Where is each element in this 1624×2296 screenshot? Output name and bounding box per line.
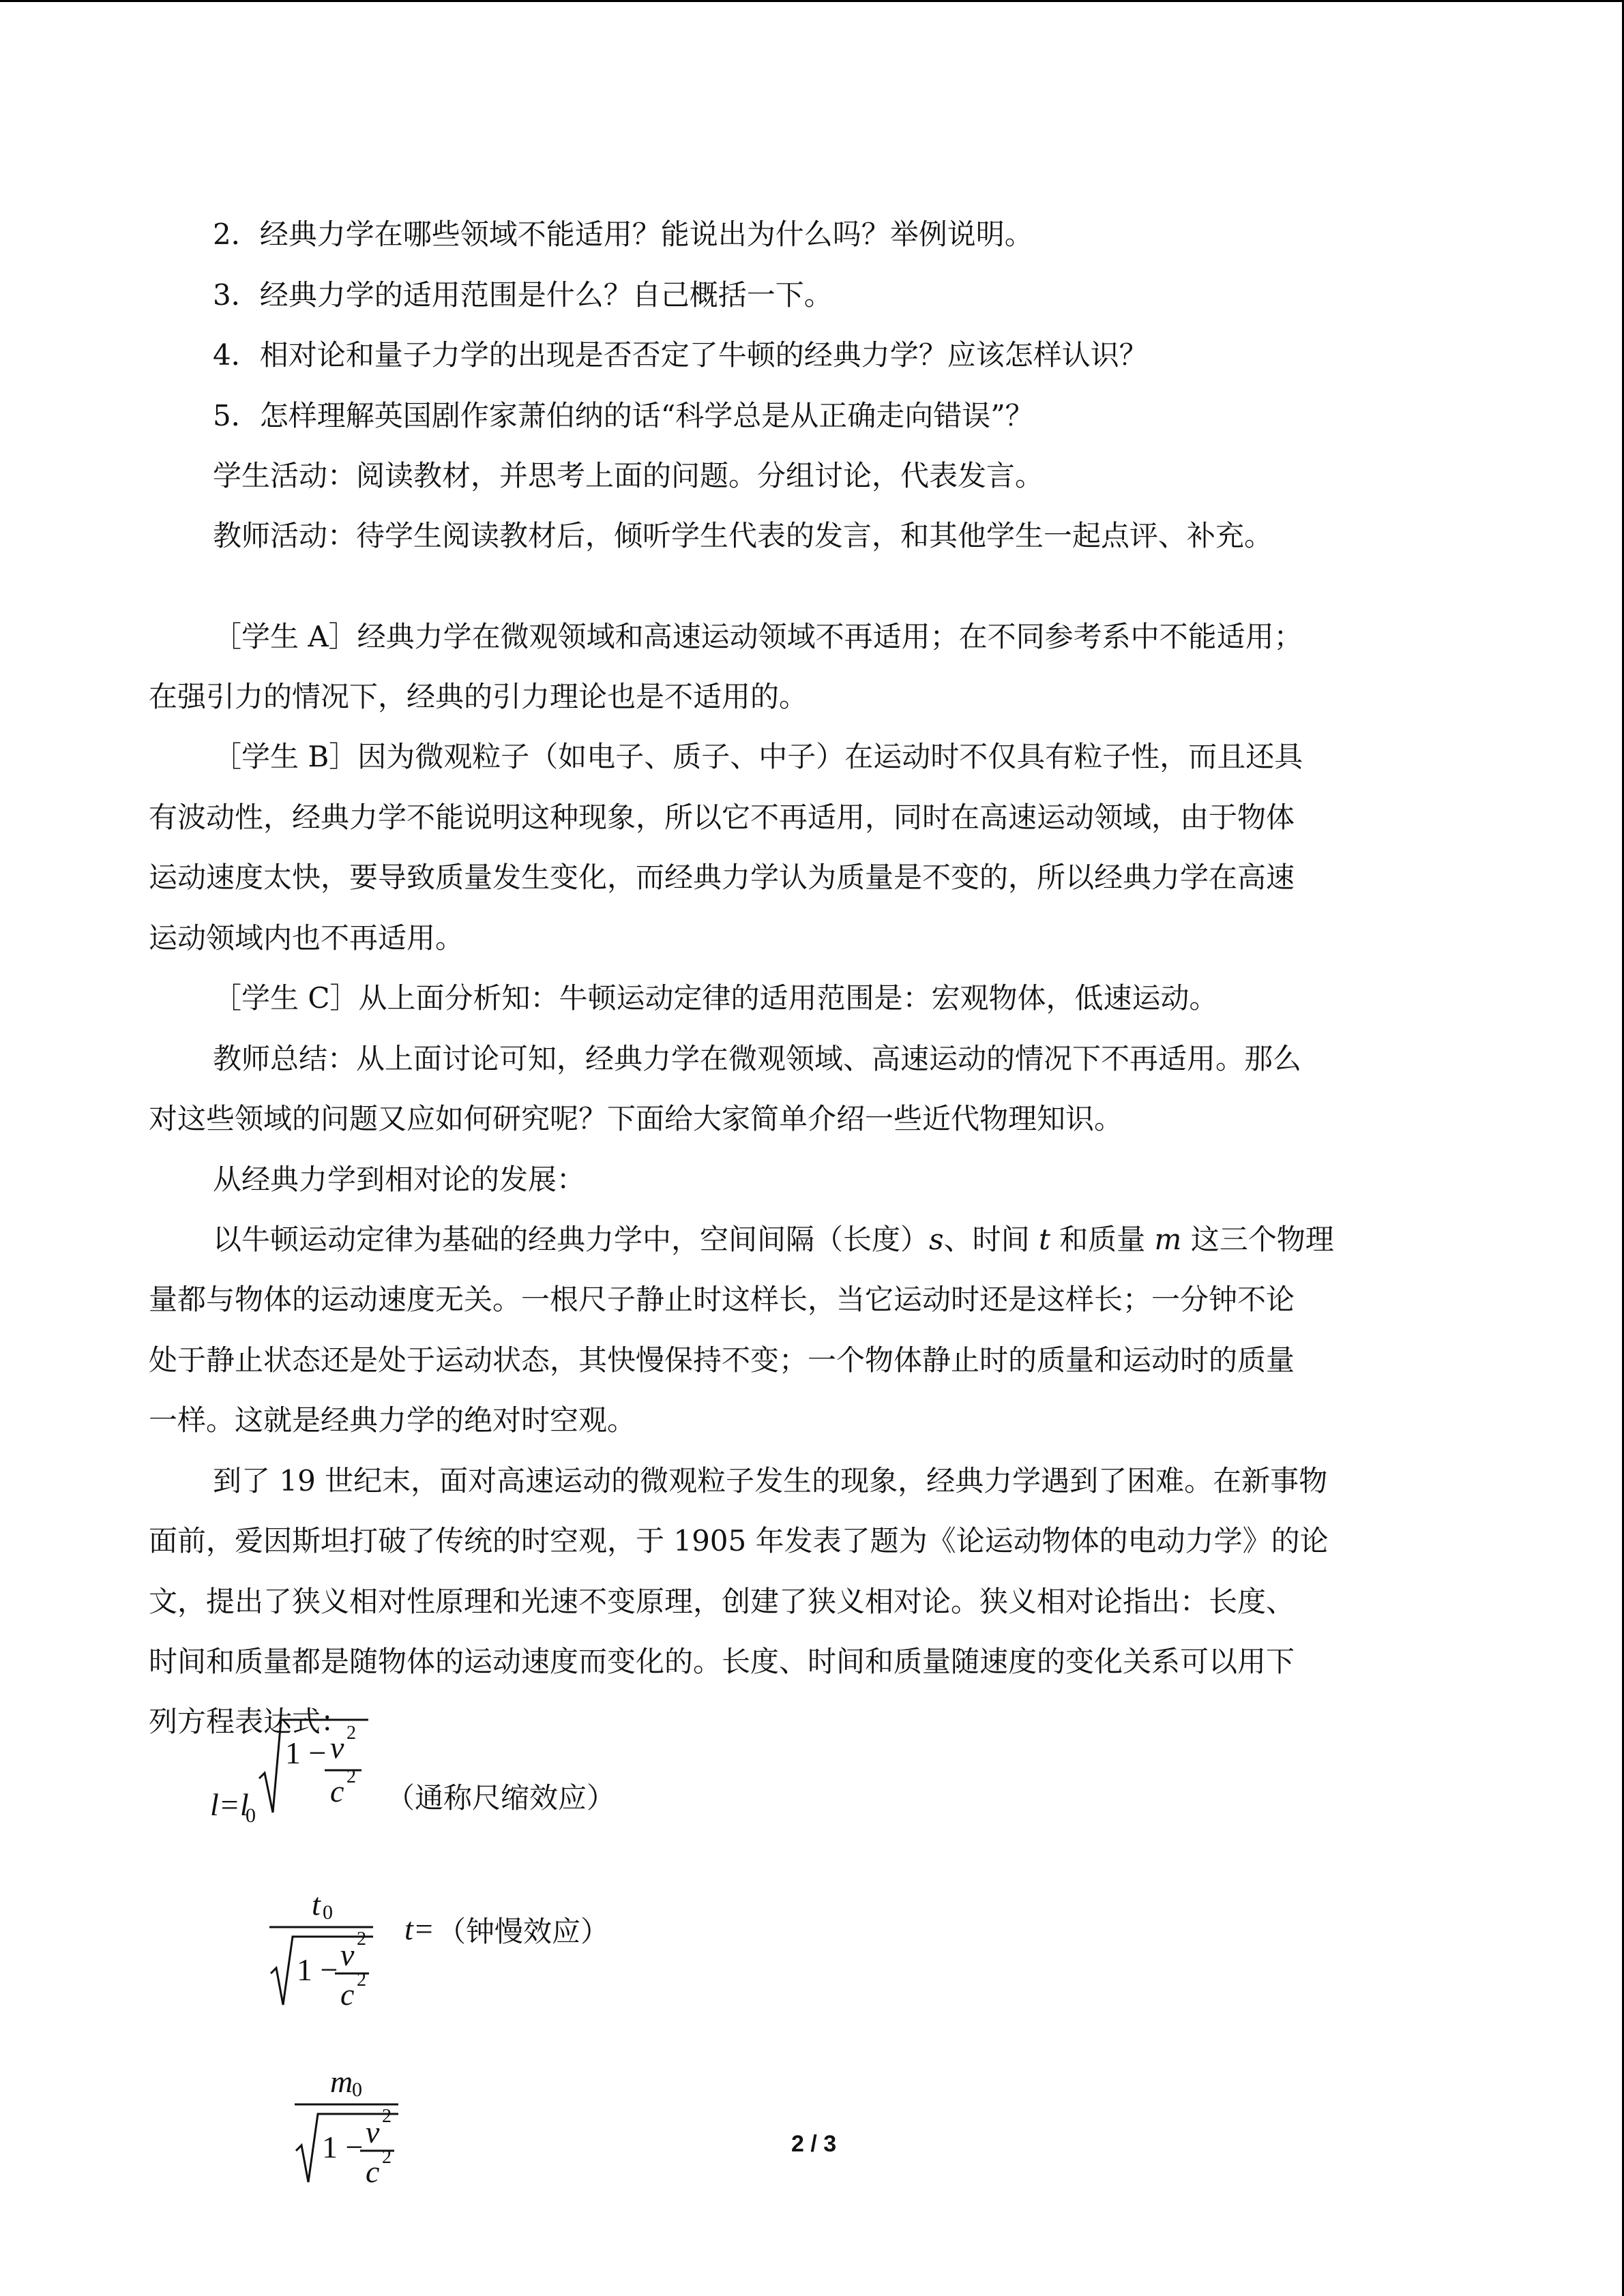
eq2-c: c	[340, 1977, 355, 2012]
eq2-numerator: t	[312, 1887, 321, 1922]
paragraph-2-line-2: 面前，爱因斯坦打破了传统的时空观，于 1905 年发表了题为《论运动物体的电动力学》的论	[149, 1524, 1329, 1557]
section-heading: 从经典力学到相对论的发展：	[213, 1163, 586, 1196]
symbol-t: t	[1038, 1223, 1050, 1256]
text-run: 以牛顿运动定律为基础的经典力学中，空间间隔（长度）	[213, 1223, 930, 1256]
text-run: 和质量	[1050, 1223, 1155, 1256]
paragraph-1-line-1	[149, 1210, 1475, 1270]
paragraph-2-line-4: 时间和质量都是随物体的运动速度而变化的。长度、时间和质量随速度的变化关系可以用下	[149, 1645, 1295, 1678]
symbol-m: m	[1154, 1223, 1182, 1256]
eq1-denominator: c	[330, 1774, 344, 1808]
eq2-one-minus: 1 −	[297, 1952, 338, 1987]
eq1-lhs: l=l	[210, 1787, 249, 1822]
eq2-v: v	[340, 1937, 355, 1972]
eq3-one-minus: 1 −	[322, 2130, 364, 2164]
student-b-line-2: 有波动性，经典力学不能说明这种现象，所以它不再适用，同时在高速运动领域，由于物体	[149, 801, 1295, 834]
eq3-numerator: m	[330, 2064, 353, 2099]
eq2-tail: t=	[404, 1911, 434, 1946]
time-dilation-equation	[269, 1889, 651, 2018]
eq1-numerator: v	[330, 1730, 344, 1765]
top-border	[0, 0, 1624, 2]
paragraph-2-line-3: 文，提出了狭义相对性原理和光速不变原理，创建了狭义相对论。狭义相对论指出：长度、	[149, 1585, 1295, 1618]
eq2-note: （钟慢效应）	[437, 1915, 610, 1948]
student-b-line-3: 运动速度太快，要导致质量发生变化，而经典力学认为质量是不变的，所以经典力学在高速	[149, 861, 1295, 894]
paragraph-1-line-2: 量都与物体的运动速度无关。一根尺子静止时这样长，当它运动时还是这样长；一分钟不论	[149, 1283, 1295, 1316]
eq3-c-exponent: 2	[382, 2147, 392, 2168]
text-run: 、时间	[943, 1223, 1039, 1256]
question-3: 3．经典力学的适用范围是什么？自己概括一下。	[213, 278, 833, 312]
paragraph-2-line-1: 到了 19 世纪末，面对高速运动的微观粒子发生的现象，经典力学遇到了困难。在新事物	[213, 1464, 1328, 1497]
eq2-c-exponent: 2	[357, 1969, 366, 1991]
student-b-line-4: 运动领域内也不再适用。	[149, 921, 464, 955]
question-5: 5．怎样理解英国剧作家萧伯纳的话“科学总是从正确走向错误”？	[213, 399, 1034, 432]
symbol-s: s	[929, 1223, 944, 1256]
eq1-note: （通称尺缩效应）	[386, 1781, 616, 1815]
paragraph-1-line-3: 处于静止状态还是处于运动状态，其快慢保持不变；一个物体静止时的质量和运动时的质量	[149, 1343, 1295, 1377]
mass-equation	[295, 2066, 417, 2196]
eq1-den-exponent: 2	[346, 1766, 356, 1787]
page-number: 2 / 3	[791, 2131, 837, 2157]
student-c: ［学生 C］从上面分析知：牛顿运动定律的适用范围是：宏观物体，低速运动。	[213, 981, 1218, 1015]
eq3-v-exponent: 2	[382, 2106, 392, 2127]
eq1-one-minus: 1 −	[285, 1735, 327, 1770]
student-b-line-1: ［学生 B］因为微观粒子（如电子、质子、中子）在运动时不仅具有粒子性，而且还具	[213, 740, 1303, 773]
teacher-summary-line-2: 对这些领域的问题又应如何研究呢？下面给大家简单介绍一些近代物理知识。	[149, 1102, 1123, 1135]
question-4: 4．相对论和量子力学的出现是否否定了牛顿的经典力学？应该怎样认识？	[213, 338, 1148, 372]
student-a-line-2: 在强引力的情况下，经典的引力理论也是不适用的。	[149, 680, 808, 713]
eq1-subscript: 0	[246, 1804, 256, 1827]
student-activity: 学生活动：阅读教材，并思考上面的问题。分组讨论，代表发言。	[213, 459, 1044, 492]
paragraph-2-line-5: 列方程表达式：	[149, 1705, 350, 1738]
student-a-line-1: ［学生 A］经典力学在微观领域和高速运动领域不再适用；在不同参考系中不能适用；	[213, 620, 1303, 653]
eq3-c: c	[366, 2154, 380, 2189]
eq2-v-exponent: 2	[357, 1928, 366, 1950]
eq2-subscript: 0	[323, 1901, 333, 1924]
eq3-v: v	[366, 2115, 380, 2149]
eq3-subscript: 0	[352, 2078, 362, 2101]
text-run: 这三个物理	[1181, 1223, 1334, 1256]
length-contraction-equation	[210, 1705, 647, 1828]
eq1-num-exponent: 2	[346, 1723, 356, 1744]
teacher-activity: 教师活动：待学生阅读教材后，倾听学生代表的发言，和其他学生一起点评、补充。	[213, 519, 1273, 552]
paragraph-1-line-4: 一样。这就是经典力学的绝对时空观。	[149, 1403, 636, 1437]
teacher-summary-line-1: 教师总结：从上面讨论可知，经典力学在微观领域、高速运动的情况下不再适用。那么	[213, 1042, 1302, 1075]
question-2: 2．经典力学在哪些领域不能适用？能说出为什么吗？举例说明。	[213, 218, 1033, 251]
